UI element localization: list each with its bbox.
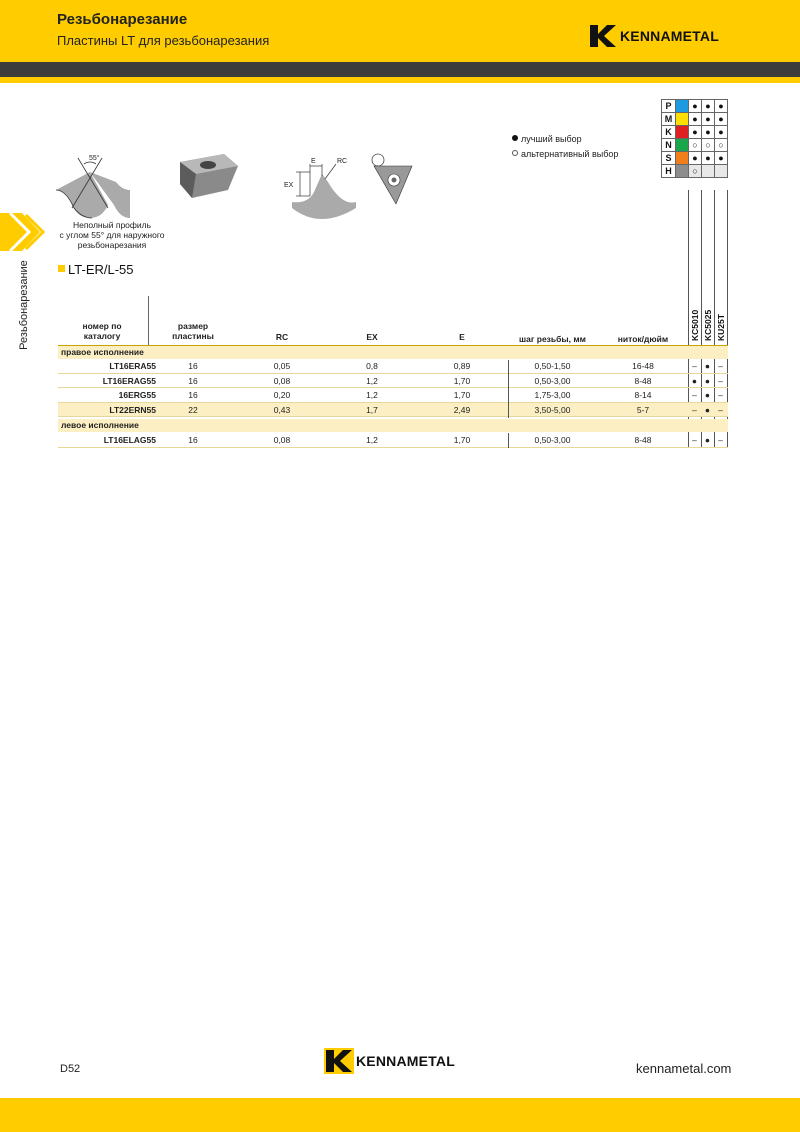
cell-grade-ku25t: – — [718, 375, 723, 386]
side-tab-label: Резьбонарезание — [18, 260, 30, 350]
angle-label: 55° — [89, 155, 100, 162]
insert-3d-image — [176, 150, 242, 206]
grade-suitability-mark: ● — [702, 113, 715, 126]
insert-geometry-diagram — [280, 152, 360, 222]
grade-suitability-mark: ● — [715, 100, 728, 113]
cell-size: 16 — [188, 361, 198, 371]
col-e-header: E — [459, 332, 465, 342]
row-rule — [58, 447, 728, 448]
cell-rc: 0,08 — [273, 435, 291, 445]
cell-size: 16 — [188, 435, 198, 445]
side-tab-arrow-icon — [0, 213, 52, 251]
legend — [512, 132, 618, 162]
grade-suitability-mark: ● — [689, 100, 702, 113]
cell-rc: 0,05 — [273, 361, 291, 371]
table-row — [58, 403, 728, 417]
table-row — [58, 374, 728, 388]
table-row — [58, 388, 728, 402]
column-divider — [508, 360, 509, 418]
cell-catalog: LT16ERAG55 — [102, 375, 156, 386]
cell-grade-kc5025: ● — [704, 375, 711, 386]
grade-suitability-mark — [715, 165, 728, 178]
alternative-choice-icon — [512, 150, 518, 156]
cell-grade-kc5010: – — [692, 361, 697, 371]
cell-grade-kc5025: ● — [704, 435, 711, 445]
col-tpi-header: ниток/дюйм — [617, 334, 669, 344]
grade-suitability-mark: ○ — [702, 139, 715, 152]
cell-grade-kc5010: ● — [691, 375, 698, 386]
header-logo — [588, 23, 719, 49]
cell-grade-ku25t: – — [718, 390, 723, 400]
column-divider — [148, 296, 149, 346]
series-marker-icon — [58, 265, 65, 272]
cell-tpi: 16-48 — [632, 361, 654, 371]
material-code: M — [662, 113, 676, 126]
cell-grade-kc5010: – — [692, 435, 697, 445]
material-code: S — [662, 152, 676, 165]
grade-suitability-mark: ○ — [715, 139, 728, 152]
cell-pitch: 0,50-1,50 — [534, 361, 571, 371]
grade-suitability-mark: ● — [689, 113, 702, 126]
material-code: P — [662, 100, 676, 113]
cell-rc: 0,43 — [273, 404, 291, 415]
cell-tpi: 5-7 — [636, 404, 650, 415]
cell-grade-kc5025: ● — [704, 390, 711, 400]
cell-grade-ku25t: – — [718, 404, 723, 415]
grade-suitability-mark: ● — [702, 126, 715, 139]
cell-e: 1,70 — [453, 390, 471, 400]
col-rc-header: RC — [275, 332, 289, 342]
cell-tpi: 8-48 — [634, 435, 652, 445]
cell-e: 1,70 — [453, 375, 471, 386]
cell-e: 1,70 — [453, 435, 471, 445]
cell-grade-kc5025: ● — [704, 404, 711, 415]
section-right-hand: правое исполнение — [58, 346, 728, 359]
series-title: LT-ER/L-55 — [58, 262, 134, 277]
page-number: D52 — [60, 1063, 81, 1075]
logo-wordmark: KENNAMETAL — [620, 28, 719, 44]
material-row-k — [662, 126, 728, 139]
insert-top-view-diagram — [366, 152, 416, 208]
cell-size: 22 — [188, 404, 198, 415]
material-row-n — [662, 139, 728, 152]
cell-tpi: 8-48 — [634, 375, 652, 386]
cell-catalog: LT16ERA55 — [109, 361, 156, 371]
grade-header-kc5025: KC5025 — [703, 309, 713, 341]
grade-header-ku25t: KU25T — [716, 314, 726, 341]
best-choice-icon — [512, 135, 518, 141]
grade-suitability-mark — [702, 165, 715, 178]
cell-ex: 1,2 — [366, 375, 378, 386]
grade-suitability-mark: ● — [689, 126, 702, 139]
material-color-swatch — [676, 100, 689, 113]
cell-rc: 0,08 — [273, 375, 291, 386]
legend-alternative: альтернативный выбор — [512, 147, 618, 162]
material-color-swatch — [676, 152, 689, 165]
material-code: H — [662, 165, 676, 178]
grade-suitability-mark: ● — [689, 152, 702, 165]
kennametal-k-icon — [324, 1048, 354, 1074]
cell-rc: 0,20 — [273, 390, 291, 400]
page-title: Резьбонарезание — [57, 11, 188, 28]
grade-suitability-mark: ● — [715, 113, 728, 126]
footer-logo — [324, 1048, 455, 1074]
legend-best: лучший выбор — [512, 132, 618, 147]
cell-ex: 1,2 — [366, 435, 378, 445]
footer-band — [0, 1098, 800, 1132]
material-code: N — [662, 139, 676, 152]
col-pitch-header: шаг резьбы, мм — [519, 334, 586, 344]
cell-catalog: LT22ERN55 — [109, 404, 156, 415]
row-rule — [58, 416, 728, 417]
column-divider — [508, 433, 509, 448]
cell-e: 2,49 — [453, 404, 471, 415]
logo-wordmark: KENNAMETAL — [356, 1053, 455, 1069]
material-group-table — [661, 99, 728, 178]
kennametal-k-icon — [588, 23, 618, 49]
material-color-swatch — [676, 139, 689, 152]
cell-catalog: LT16ELAG55 — [103, 435, 156, 445]
material-row-s — [662, 152, 728, 165]
header-stripe — [0, 62, 800, 77]
grade-suitability-mark: ○ — [689, 165, 702, 178]
cell-pitch: 0,50-3,00 — [534, 435, 571, 445]
cell-pitch: 3,50-5,00 — [534, 404, 571, 415]
cell-pitch: 1,75-3,00 — [534, 390, 571, 400]
cell-e: 0,89 — [453, 361, 471, 371]
grade-suitability-mark: ● — [715, 152, 728, 165]
rc-label: RC — [337, 158, 348, 165]
cell-grade-ku25t: – — [718, 435, 723, 445]
cell-grade-kc5025: ● — [704, 361, 711, 371]
col-catalog-header: номер по каталогу — [82, 321, 122, 341]
grade-header-kc5010: KC5010 — [690, 309, 700, 341]
grade-suitability-mark: ○ — [689, 139, 702, 152]
table-row — [58, 359, 728, 373]
footer-url[interactable]: kennametal.com — [636, 1061, 732, 1076]
material-row-h — [662, 165, 728, 178]
material-color-swatch — [676, 126, 689, 139]
material-row-m — [662, 113, 728, 126]
cell-tpi: 8-14 — [634, 390, 652, 400]
e-label: E — [311, 158, 316, 165]
cell-size: 16 — [188, 390, 198, 400]
material-color-swatch — [676, 113, 689, 126]
col-size-header: размер пластины — [172, 321, 214, 341]
material-color-swatch — [676, 165, 689, 178]
cell-grade-ku25t: – — [718, 361, 723, 371]
grade-suitability-mark: ● — [715, 126, 728, 139]
profile-caption: Неполный профиль с углом 55° для наружного резьбонарезания — [59, 220, 165, 250]
header-stripe-yellow — [0, 77, 800, 83]
section-left-hand: левое исполнение — [58, 419, 728, 432]
material-code: K — [662, 126, 676, 139]
cell-pitch: 0,50-3,00 — [534, 375, 571, 386]
thread-profile-diagram — [52, 150, 134, 220]
cell-grade-kc5010: – — [692, 404, 697, 415]
cell-catalog: 16ERG55 — [118, 390, 156, 400]
col-ex-header: EX — [366, 332, 378, 342]
grade-suitability-mark: ● — [702, 152, 715, 165]
table-row — [58, 433, 728, 447]
ex-label: EX — [284, 182, 294, 189]
cell-ex: 1,7 — [366, 404, 378, 415]
material-row-p — [662, 100, 728, 113]
cell-size: 16 — [188, 375, 198, 386]
cell-ex: 0,8 — [366, 361, 378, 371]
grade-suitability-mark: ● — [702, 100, 715, 113]
cell-ex: 1,2 — [366, 390, 378, 400]
cell-grade-kc5010: – — [692, 390, 697, 400]
page-subtitle: Пластины LT для резьбонарезания — [57, 33, 270, 48]
